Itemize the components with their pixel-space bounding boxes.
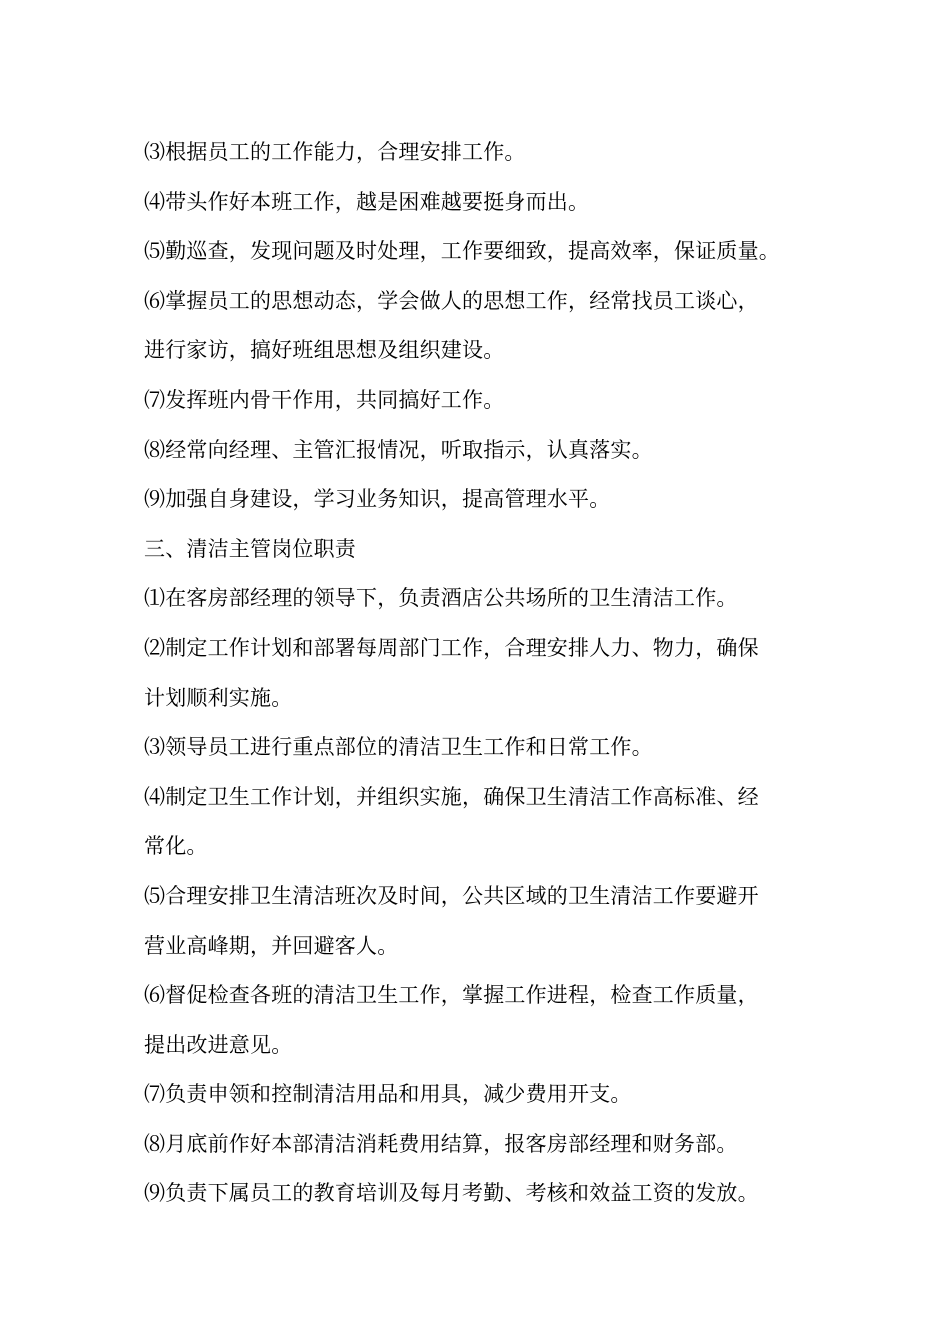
text-line: ⑵制定工作计划和部署每周部门工作，合理安排人力、物力，确保 [144,635,759,660]
text-line: ⑺负责申领和控制清洁用品和用具，减少费用开支。 [144,1082,632,1107]
text-line: 计划顺利实施。 [144,685,293,710]
text-line: ⑸勤巡查，发现问题及时处理，工作要细致，提高效率，保证质量。 [144,239,780,264]
text-line: 营业高峰期，并回避客人。 [144,933,399,958]
text-line: ⑷制定卫生工作计划，并组织实施，确保卫生清洁工作高标准、经 [144,784,759,809]
text-line: ⑶根据员工的工作能力，合理安排工作。 [144,140,526,164]
text-line: ⑻经常向经理、主管汇报情况，听取指示，认真落实。 [144,437,653,462]
text-line: ⑷带头作好本班工作，越是困难越要挺身而出。 [144,189,590,214]
section-heading: 三、清洁主管岗位职责 [144,536,356,561]
text-line: ⑴在客房部经理的领导下，负责酒店公共场所的卫生清洁工作。 [144,586,738,611]
text-line: 常化。 [144,834,208,859]
text-line: ⑼加强自身建设，学习业务知识，提高管理水平。 [144,487,611,512]
text-line: 提出改进意见。 [144,1032,293,1057]
text-line: ⑸合理安排卫生清洁班次及时间，公共区域的卫生清洁工作要避开 [144,883,759,908]
text-line: ⑼负责下属员工的教育培训及每月考勤、考核和效益工资的发放。 [144,1181,759,1206]
text-line: ⑺发挥班内骨干作用，共同搞好工作。 [144,387,505,412]
text-line: ⑹督促检查各班的清洁卫生工作，掌握工作进程，检查工作质量， [144,983,759,1008]
text-line: 进行家访，搞好班组思想及组织建设。 [144,338,505,363]
text-line: ⑶领导员工进行重点部位的清洁卫生工作和日常工作。 [144,735,653,760]
document-body [144,128,834,1219]
text-line: ⑹掌握员工的思想动态，学会做人的思想工作，经常找员工谈心， [144,288,759,313]
text-line: ⑻月底前作好本部清洁消耗费用结算，报客房部经理和财务部。 [144,1131,738,1156]
